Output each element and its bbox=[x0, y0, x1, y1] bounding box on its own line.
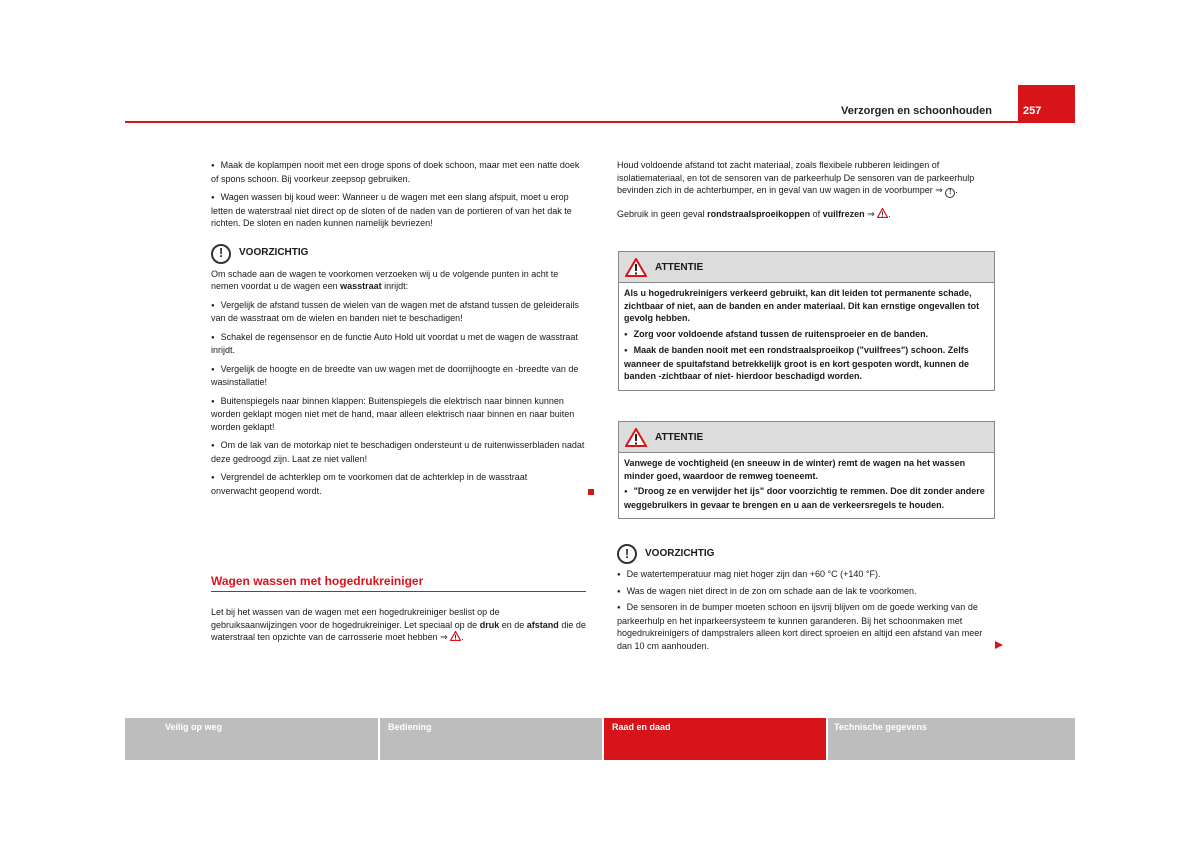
usage-text-c: of bbox=[812, 209, 821, 220]
caution-icon: ! bbox=[945, 188, 955, 198]
warning-header bbox=[619, 252, 994, 283]
section-text-a: Let bij het wassen van de wagen met een hogedrukreiniger beslist op de gebruiksaanwijzingen voor de hogedrukreiniger. Let speciaal op de bbox=[211, 607, 500, 630]
right-column bbox=[617, 159, 995, 227]
section-keyword-afstand: afstand bbox=[526, 619, 559, 630]
intro-text: Houd voldoende afstand tot zacht materiaal, zoals flexibele rubberen leidingen of isolatiemateriaal, en tot de sensoren van de parkeerhulp De sensoren van de parkeerhulp bevinden zich in de achterbumper, en in geval van uw wagen in de voorbumper ⇒ bbox=[617, 160, 975, 195]
list-item: ● Maak de koplampen nooit met een droge spons of doek schoon, maar met een natte doek of spons schoon. Bij voorkeur zeepsop gebruiken. bbox=[211, 159, 586, 185]
warning-body bbox=[619, 283, 994, 390]
header-rule bbox=[125, 121, 1018, 123]
left-column bbox=[211, 159, 586, 503]
warning-body bbox=[619, 453, 994, 518]
tab-bediening[interactable]: Bediening bbox=[380, 718, 602, 760]
page-number: 257 bbox=[1018, 85, 1075, 123]
usage-note: Gebruik in geen geval rondstraalsproeikoppen of vuilfrezen ⇒ . bbox=[617, 209, 891, 220]
caution-intro bbox=[211, 268, 586, 293]
tab-raad-en-daad[interactable]: Raad en daad bbox=[604, 718, 826, 760]
section-text-e: die de waterstraal ten opzichte van de carrosserie moet hebben ⇒ bbox=[211, 619, 586, 642]
warning-bullet: ● "Droog ze en verwijder het ijs" door voorzichtig te remmen. Doe dit zonder andere weggebruikers in gevaar te brengen en u aan de verkeersregels te houden. bbox=[624, 485, 989, 511]
list-item: ● Wagen wassen bij koud weer: Wanneer u de wagen met een slang afspuit, moet u erop letten de waterstraal niet direct op de sloten of de naden van de portieren of van het dak te richten. De sloten en naden kunnen namelijk bevriezen! bbox=[211, 191, 586, 230]
list-item-last bbox=[211, 471, 586, 497]
section-paragraph bbox=[211, 606, 586, 644]
section-text-c: en de bbox=[501, 619, 525, 630]
caution-intro-end: inrijdt: bbox=[384, 281, 409, 291]
list-item: ● Vergelijk de afstand tussen de wielen van de wagen met de afstand tussen de geleiderails van de wasstraat om de wielen en banden niet te beschadigen! bbox=[211, 299, 586, 325]
section-text-end: . bbox=[461, 632, 464, 642]
section-body bbox=[211, 606, 586, 650]
tab-technische-gegevens[interactable]: Technische gegevens bbox=[828, 718, 1075, 760]
list-item: ● Om de lak van de motorkap niet te beschadigen ondersteunt u de ruitenwisserbladen nadat deze gedroogd zijn. Laat ze niet vallen! bbox=[211, 439, 586, 465]
caution-icon: ! bbox=[211, 244, 231, 264]
warning-triangle-icon bbox=[450, 631, 461, 641]
caution-heading bbox=[617, 544, 995, 564]
caution-intro-text: Om schade aan de wagen te voorkomen verzoeken wij u de volgende punten in acht te nemen voordat u de wagen een bbox=[211, 268, 559, 291]
list-item: ● Was de wagen niet direct in de zon om schade aan de lak te voorkomen. bbox=[617, 585, 995, 599]
warning-text: Vanwege de vochtigheid (en sneeuw in de winter) remt de wagen na het wassen minder goed, waardoor de remweg toeneemt. bbox=[624, 458, 966, 481]
usage-text-a: Gebruik in geen geval bbox=[617, 209, 705, 220]
caution-block bbox=[617, 540, 995, 658]
list-item-text: ● De sensoren in de bumper moeten schoon en ijsvrij blijven om de goede werking van de parkeerhulp en het inparkeersysteem te kunnen garanderen. Bij het schoonmaken met hogedrukreinigers of dampstralers alleen kort direct sproeien en altijd een afstand van meer dan 10 cm aanhouden. bbox=[617, 602, 982, 651]
warning-header bbox=[619, 422, 994, 453]
warning-text: Als u hogedrukreinigers verkeerd gebruikt, kan dit leiden tot permanente schade, zichtbaar of niet, aan de banden en ander materiaal. Dit kan ernstige ongevallen tot gevolg hebben. bbox=[624, 288, 980, 323]
caution-intro-keyword: wasstraat bbox=[340, 281, 382, 291]
warning-triangle-icon bbox=[877, 208, 888, 218]
usage-keyword-b: vuilfrezen bbox=[822, 209, 865, 220]
warning-triangle-icon bbox=[625, 258, 647, 277]
usage-keyword-a: rondstraalsproeikoppen bbox=[707, 209, 811, 220]
chapter-title: Verzorgen en schoonhouden bbox=[841, 105, 992, 117]
list-item-last bbox=[617, 601, 995, 652]
warning-triangle-icon bbox=[625, 428, 647, 447]
tab-veilig-op-weg[interactable]: Veilig op weg bbox=[125, 718, 378, 760]
warning-bullet: ● Zorg voor voldoende afstand tussen de ruitensproeier en de banden. bbox=[624, 328, 989, 342]
end-square-icon bbox=[588, 489, 594, 495]
warning-bullet: ● Maak de banden nooit met een rondstraalsproeikop ("vuilfrees") schoon. Zelfs wanneer de spuitafstand betrekkelijk groot is en kort gespoten wordt, kunnen de banden -zichtbaar of niet- hierdoor beschadigd worden. bbox=[624, 344, 989, 383]
list-item-text: ● Vergrendel de achterklep om te voorkomen dat de achterklep in de wasstraat onverwacht geopend wordt. bbox=[211, 472, 527, 496]
caution-heading bbox=[211, 244, 586, 264]
list-item: ● Buitenspiegels naar binnen klappen: Buitenspiegels die elektrisch naar binnen kunnen worden geklapt mogen niet met de hand, maar alleen elektrisch naar binnen en naar buiten worden geklapt! bbox=[211, 395, 586, 434]
warning-box bbox=[618, 421, 995, 519]
list-item: ● Schakel de regensensor en de functie Auto Hold uit voordat u met de wagen de wasstraat inrijdt. bbox=[211, 331, 586, 357]
caution-title: VOORZICHTIG bbox=[239, 247, 309, 259]
usage-arrow: ⇒ bbox=[867, 209, 875, 220]
warning-title: ATTENTIE bbox=[655, 261, 704, 273]
list-item: ● Vergelijk de hoogte en de breedte van uw wagen met de doorrijhoogte en -breedte van de wasinstallatie! bbox=[211, 363, 586, 389]
warning-title: ATTENTIE bbox=[655, 431, 704, 443]
list-item: ● De watertemperatuur mag niet hoger zijn dan +60 °C (+140 °F). bbox=[617, 568, 995, 582]
section-title: Wagen wassen met hogedrukreiniger bbox=[211, 574, 586, 592]
section-keyword-druk: druk bbox=[479, 619, 500, 630]
arrow-right-icon bbox=[995, 641, 1003, 649]
caution-icon: ! bbox=[617, 544, 637, 564]
caution-title: VOORZICHTIG bbox=[645, 547, 715, 559]
intro-paragraph: Houd voldoende afstand tot zacht materiaal, zoals flexibele rubberen leidingen of isolatiemateriaal, en tot de sensoren van de parkeerhulp De sensoren van de parkeerhulp bevinden zich in de achterbumper, en in geval van uw wagen in de voorbumper ⇒ ! . bbox=[617, 159, 995, 198]
warning-box bbox=[618, 251, 995, 391]
